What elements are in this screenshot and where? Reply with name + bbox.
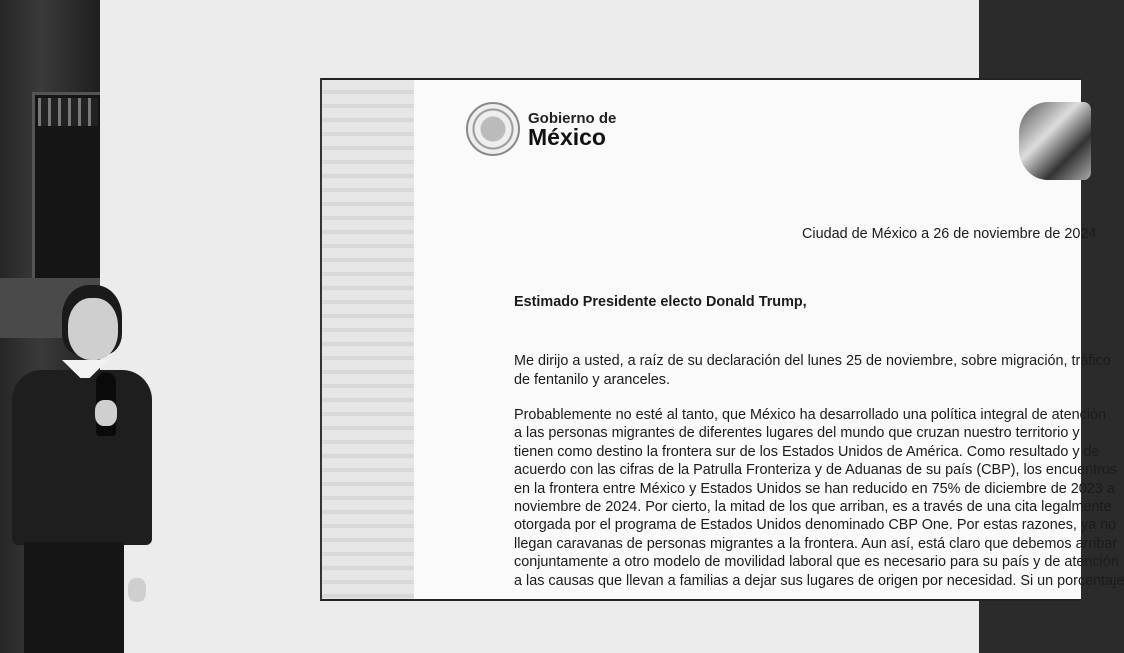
national-seal-icon	[466, 102, 520, 156]
letter-paragraph-2	[514, 406, 1124, 590]
letter-document	[320, 78, 1124, 601]
speaker-figure	[0, 280, 160, 653]
emblem-illustration	[1019, 102, 1091, 180]
letter-page	[414, 80, 1124, 599]
letter-date: Ciudad de México a 26 de noviembre de 2024	[802, 226, 1097, 242]
window-grille	[38, 98, 98, 126]
speaker-hand	[95, 400, 117, 426]
paragraph-line: llegan caravanas de personas migrantes a la frontera. Aun así, está claro que debemos arribar	[514, 535, 1118, 552]
paragraph-line: tienen como destino la frontera sur de los Estados Unidos de América. Como resultado y de	[514, 443, 1100, 460]
gov-logo-line2: México	[528, 124, 606, 150]
letter-salutation: Estimado Presidente electo Donald Trump,	[514, 294, 807, 310]
paragraph-line: en la frontera entre México y Estados Unidos se han reducido en 75% de diciembre de 2023 a	[514, 480, 1115, 497]
document-margin	[322, 80, 414, 599]
paragraph-line: de fentanilo y aranceles.	[514, 372, 670, 388]
paragraph-line: a las personas migrantes de diferentes lugares del mundo que cruzan nuestro territorio y	[514, 425, 1080, 442]
speaker-trousers	[24, 542, 124, 653]
paragraph-line: noviembre de 2024. Por cierto, la mitad de los que arriban, es a través de una cita legalmente	[514, 499, 1112, 516]
paragraph-line: acuerdo con las cifras de la Patrulla Fronteriza y de Aduanas de su país (CBP), los encuentros	[514, 462, 1118, 479]
letter-paragraph-1	[514, 352, 1111, 390]
speaker-jacket	[12, 370, 152, 545]
projection-screen	[100, 0, 1124, 653]
paragraph-line: a las causas que llevan a familias a dejar sus lugares de origen por necesidad. Si un porcentaje	[514, 572, 1124, 589]
paragraph-line: Probablemente no esté al tanto, que México ha desarrollado una política integral de atención	[514, 407, 1107, 423]
speaker-hand	[128, 578, 146, 602]
paragraph-line: otorgada por el programa de Estados Unidos denominado CBP One. Por estas razones, ya no	[514, 517, 1117, 534]
paragraph-line: Me dirijo a usted, a raíz de su declaración del lunes 25 de noviembre, sobre migración, tráfico	[514, 353, 1111, 369]
paragraph-line: conjuntamente a otro modelo de movilidad laboral que es necesario para su país y de atención	[514, 554, 1119, 571]
speaker-face	[68, 298, 118, 360]
gov-logo-line1: Gobierno de	[528, 110, 617, 127]
